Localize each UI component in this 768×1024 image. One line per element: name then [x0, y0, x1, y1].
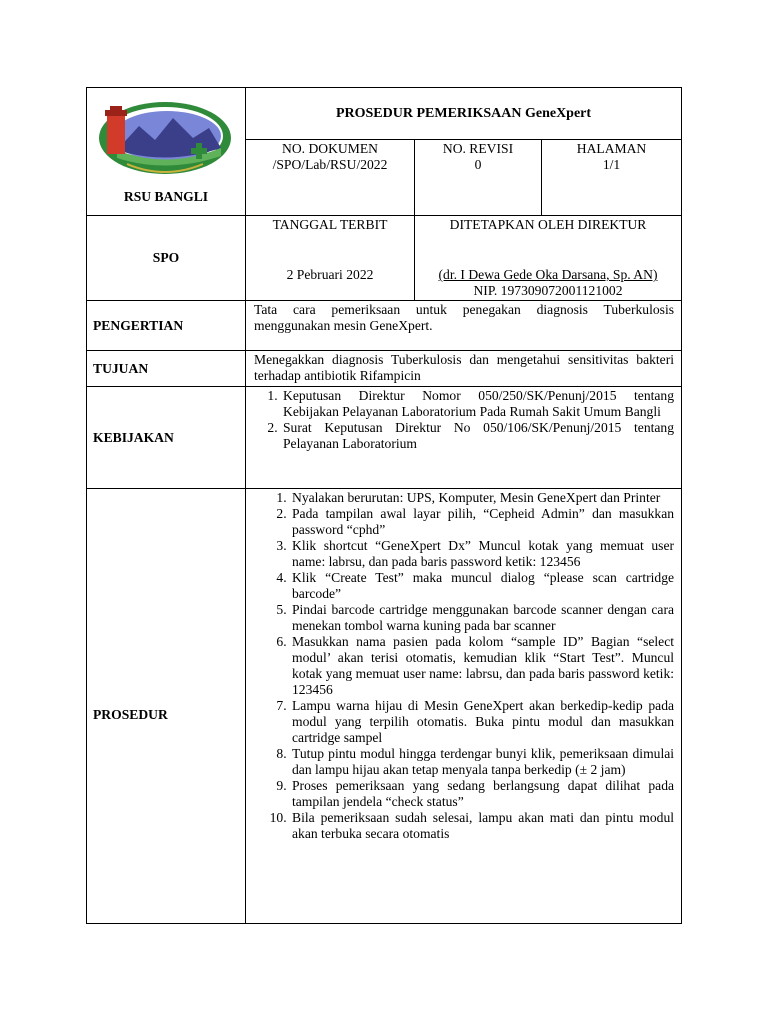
tujuan-text: Menegakkan diagnosis Tuberkulosis dan mengetahui sensitivitas bakteri terhadap antibiotik Rifampicin	[246, 351, 682, 387]
prosedur-item: 4. Klik “Create Test” maka muncul dialog “please scan cartridge barcode”	[290, 570, 674, 602]
issue-date-cell	[246, 216, 415, 301]
document-title: PROSEDUR PEMERIKSAAN GeneXpert	[246, 88, 682, 140]
prosedur-item: 2. Pada tampilan awal layar pilih, “Cepheid Admin” dan masukkan password “cphd”	[290, 506, 674, 538]
pengertian-label: PENGERTIAN	[87, 301, 246, 351]
kebijakan-item: 1. Keputusan Direktur Nomor 050/250/SK/Penunj/2015 tentang Kebijakan Pelayanan Laboratorium Pada Rumah Sakit Umum Bangli	[281, 388, 674, 420]
prosedur-item: 8. Tutup pintu modul hingga terdengar bunyi klik, pemeriksaan dimulai dan lampu hijau akan tetap menyala tanpa berkedip (± 2 jam)	[290, 746, 674, 778]
kebijakan-item: 2. Surat Keputusan Direktur No 050/106/SK/Penunj/2015 tentang Pelayanan Laboratorium	[281, 420, 674, 452]
hospital-logo-icon	[97, 100, 233, 178]
pengertian-text: Tata cara pemeriksaan untuk penegakan diagnosis Tuberkulosis menggunakan mesin GeneXpert.	[246, 301, 682, 351]
prosedur-item: 7. Lampu warna hijau di Mesin GeneXpert akan berkedip-kedip pada modul yang terpilih otomatis. Buka pintu modul dan masukkan cartridge sampel	[290, 698, 674, 746]
prosedur-item: 5. Pindai barcode cartridge menggunakan barcode scanner dengan cara menekan tombol warna kuning pada bar scanner	[290, 602, 674, 634]
document-number-cell	[246, 140, 415, 216]
kebijakan-cell	[246, 387, 682, 489]
logo-cell	[87, 88, 246, 216]
prosedur-item: 6. Masukkan nama pasien pada kolom “sample ID” Bagian “select modul’ akan terisi otomatis, kemudian klik “Start Test”. Muncul kotak yang memuat user name: labrsu, dan pada baris password ketik: 123456	[290, 634, 674, 698]
revision-label: NO. REVISI	[442, 141, 514, 157]
revision-value: 0	[474, 157, 482, 173]
document-number-value: /SPO/Lab/RSU/2022	[272, 157, 388, 173]
page-cell	[542, 140, 682, 216]
page-value: 1/1	[602, 157, 621, 173]
document-number-label: NO. DOKUMEN	[282, 141, 378, 157]
prosedur-item: 9. Proses pemeriksaan yang sedang berlangsung dapat dilihat pada tampilan jendela “check status”	[290, 778, 674, 810]
approval-cell	[415, 216, 682, 301]
spo-document-table	[86, 87, 682, 924]
prosedur-cell	[246, 489, 682, 924]
page-label: HALAMAN	[576, 141, 647, 157]
prosedur-item: 1. Nyalakan berurutan: UPS, Komputer, Mesin GeneXpert dan Printer	[290, 490, 674, 506]
prosedur-item: 3. Klik shortcut “GeneXpert Dx” Muncul kotak yang memuat user name: labrsu, dan pada baris password ketik: 123456	[290, 538, 674, 570]
spo-label: SPO	[87, 216, 246, 301]
hospital-name: RSU BANGLI	[123, 189, 209, 204]
prosedur-list	[254, 490, 674, 842]
prosedur-label: PROSEDUR	[87, 489, 246, 924]
tujuan-label: TUJUAN	[87, 351, 246, 387]
issue-date-value: 2 Pebruari 2022	[286, 267, 374, 282]
prosedur-item: 10. Bila pemeriksaan sudah selesai, lampu akan mati dan pintu modul akan terbuka secara otomatis	[290, 810, 674, 842]
kebijakan-list	[254, 388, 674, 452]
director-nip: NIP. 197309072001121002	[473, 283, 623, 298]
revision-cell	[415, 140, 542, 216]
kebijakan-label: KEBIJAKAN	[87, 387, 246, 489]
issue-date-label: TANGGAL TERBIT	[272, 217, 388, 232]
approved-by-label: DITETAPKAN OLEH DIREKTUR	[449, 217, 647, 232]
director-name: (dr. I Dewa Gede Oka Darsana, Sp. AN)	[438, 267, 658, 282]
